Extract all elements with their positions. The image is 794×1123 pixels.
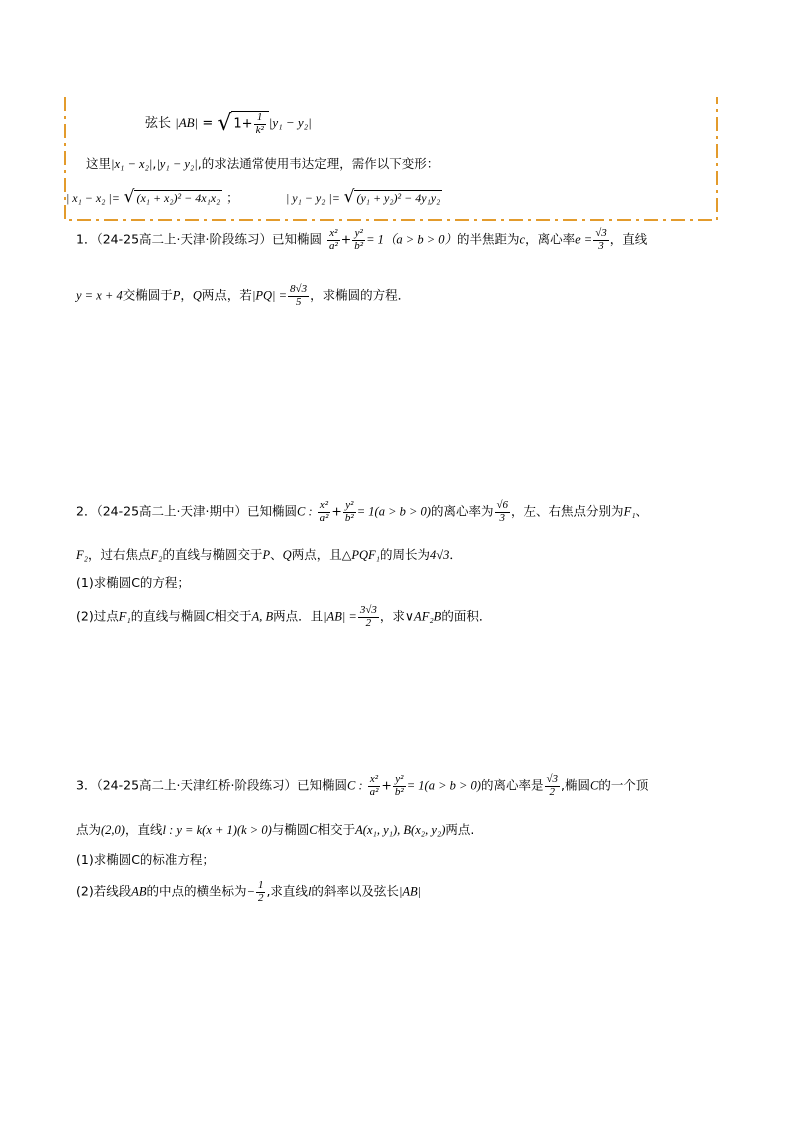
problem-source: （24-25高二上·天津·期中） xyxy=(96,503,247,519)
chord-lhs: |AB| xyxy=(175,115,199,131)
x-identity-radicand: (x₁ + x₂)² − 4x₁x₂ xyxy=(136,191,221,205)
chord-one: 1+ xyxy=(233,116,253,132)
problem-2-line-1: 2．（24-25高二上·天津·期中）已知椭圆C : $\frac{\text{x²}}{\text{a²}}$ + $\frac{\text{y²}}{\text{b²}}$ = 1(a > b > 0)的离心率为 $\frac{√6}{3}$ ，左、右焦点分别为F₁、 xyxy=(76,499,649,524)
chord-tail: |y₁ − y₂| xyxy=(268,115,312,131)
pq-length-fraction: $\frac{8√3}{5}$ xyxy=(290,283,308,308)
problem-3-line-2: 点为(2,0)，直线l : y = k(x + 1)(k > 0)与椭圆C相交于A(x₁, y₁), B(x₂, y₂)两点. xyxy=(76,822,475,837)
x-identity: | x₁ − x₂ |= √ (x₁ + x₂)² − 4x₁x₂ ； xyxy=(66,187,239,207)
problem-3-sub-1: (1)求椭圆C的标准方程； xyxy=(76,852,215,867)
chord-label: 弦长 xyxy=(145,116,172,132)
ellipse-y-term: $\frac{\text{y²}}{\text{b²}}$ xyxy=(394,773,404,798)
ellipse-y-term: $\frac{\text{y²}}{\text{b²}}$ xyxy=(354,227,364,252)
vieta-note: 这里|x₁ − x₂|,|y₁ − y₂|,的求法通常使用韦达定理，需作以下变形： xyxy=(86,156,440,171)
problem-source: （24-25高二上·天津红桥·阶段练习） xyxy=(96,777,297,793)
chord-length-formula: 弦长 |AB| = √ 1+ $\frac{1}{\text{k²}}$ |y₁ − y₂| xyxy=(145,111,312,137)
ellipse-y-term: $\frac{\text{y²}}{\text{b²}}$ xyxy=(344,499,354,524)
problem-1-line-2: y = x + 4交椭圆于P，Q两点，若|PQ| = $\frac{8√3}{5}$ ，求椭圆的方程． xyxy=(76,283,411,308)
ellipse-x-term: $\frac{\text{x²}}{\text{a²}}$ xyxy=(328,227,338,252)
problem-2-line-2: F₂，过右焦点F₂的直线与椭圆交于P、Q两点，且△PQF₁的周长为4√3． xyxy=(76,547,462,562)
y-identity: | y₁ − y₂ |= √ (y₁ + y₂)² − 4y₁y₂ xyxy=(286,187,441,207)
midpoint-fraction: $\frac{1}{2}$ xyxy=(257,879,264,904)
ellipse-x-term: $\frac{\text{x²}}{\text{a²}}$ xyxy=(369,773,379,798)
ab-length-fraction: $\frac{3√3}{2}$ xyxy=(359,604,377,629)
note-abs-x: |x₁ − x₂| xyxy=(111,157,153,171)
problem-number: 3． xyxy=(76,777,97,793)
problem-source: （24-25高二上·天津·阶段练习） xyxy=(96,231,272,247)
ellipse-x-term: $\frac{\text{x²}}{\text{a²}}$ xyxy=(319,499,329,524)
problem-number: 2． xyxy=(76,503,97,519)
problem-number: 1． xyxy=(76,231,97,247)
problem-2-sub-2: (2)过点F₁的直线与椭圆C相交于A, B两点．且|AB| = $\frac{3√3}{2}$ ，求∨AF₂B的面积． xyxy=(76,604,492,629)
problem-1-line-1: 1．（24-25高二上·天津·阶段练习）已知椭圆 $\frac{\text{x²}}{\text{a²}}$ + $\frac{\text{y²}}{\text{b²}}$ = 1（a > b > 0）的半焦距为c，离心率e = $\frac{√3}{3}$ ，直线 xyxy=(76,227,648,252)
eccentricity-fraction: $\frac{√6}{3}$ xyxy=(496,499,509,524)
eccentricity-fraction: $\frac{√3}{2}$ xyxy=(546,773,559,798)
chord-fraction: $\frac{1}{\text{k²}}$ xyxy=(255,111,264,136)
y-identity-radicand: (y₁ + y₂)² − 4y₁y₂ xyxy=(356,191,441,205)
note-abs-y: |y₁ − y₂| xyxy=(156,157,198,171)
problem-2-sub-1: (1)求椭圆C的方程； xyxy=(76,575,190,590)
problem-3-line-1: 3．（24-25高二上·天津红桥·阶段练习）已知椭圆C : $\frac{\text{x²}}{\text{a²}}$ + $\frac{\text{y²}}{\text{b²}}$ = 1(a > b > 0)的离心率是 $\frac{√3}{2}$ ,椭圆C的一个顶 xyxy=(76,773,649,798)
problem-3-sub-2: (2)若线段AB的中点的横坐标为− $\frac{1}{2}$ ,求直线l的斜率以及弦长|AB| xyxy=(76,879,422,904)
eccentricity-fraction: $\frac{√3}{3}$ xyxy=(595,227,607,252)
